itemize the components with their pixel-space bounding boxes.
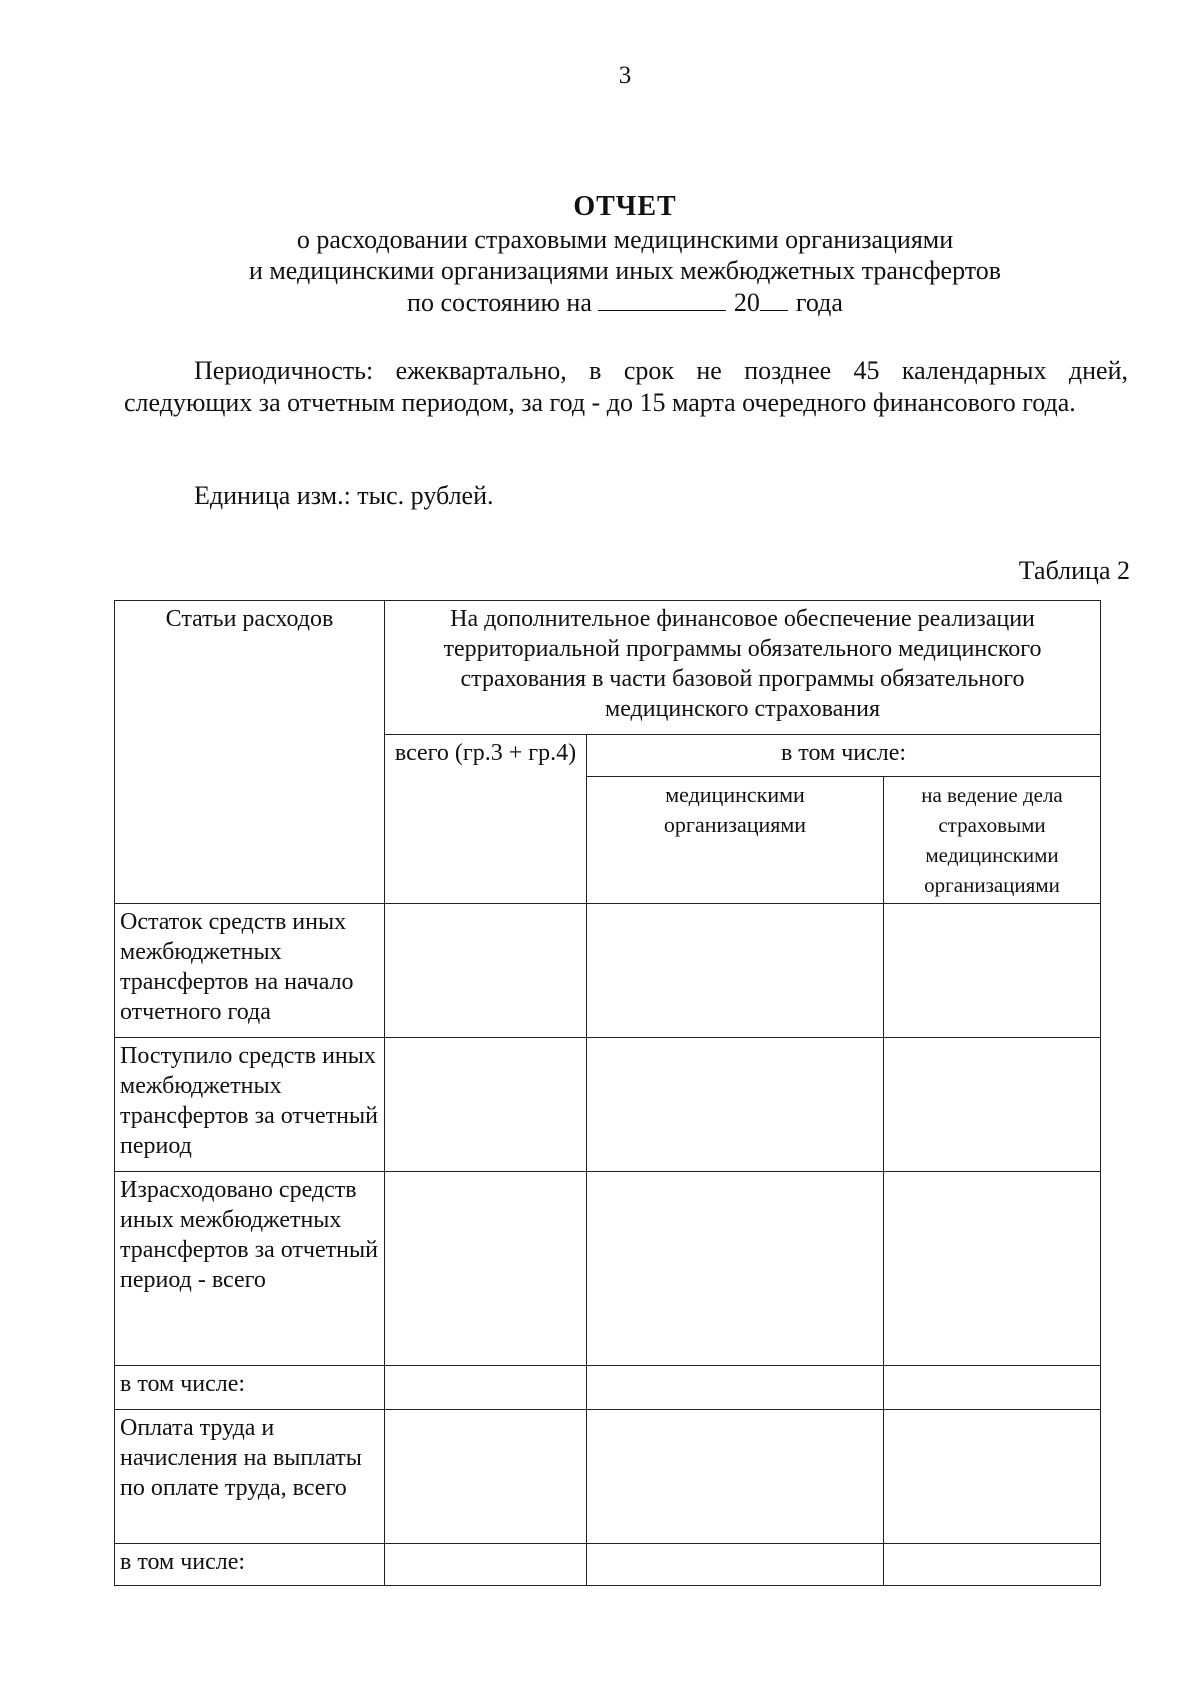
report-title: ОТЧЕТ: [573, 191, 677, 222]
col-header-insurers: на ведение дела страховыми медицинскими организациями: [884, 777, 1101, 904]
col-header-med-orgs: медицинскими организациями: [587, 777, 884, 904]
cell-insurers[interactable]: [884, 1410, 1101, 1544]
date-prefix: по состоянию на: [407, 288, 592, 317]
table-row: [115, 904, 1101, 1038]
year-suffix: года: [795, 288, 843, 317]
cell-insurers[interactable]: [884, 1366, 1101, 1410]
report-header: [120, 190, 1130, 318]
table-row: [115, 1172, 1101, 1366]
table-row: [115, 1410, 1101, 1544]
cell-med-orgs[interactable]: [587, 1038, 884, 1172]
cell-insurers[interactable]: [884, 1544, 1101, 1586]
row-label: Поступило средств иных межбюджетных трансфертов за отчетный период: [115, 1038, 385, 1172]
year-prefix: 20: [733, 288, 760, 317]
table-label: Таблица 2: [1018, 556, 1130, 585]
col-header-items: Статьи расходов: [115, 601, 385, 904]
cell-total[interactable]: [385, 1172, 587, 1366]
cell-total[interactable]: [385, 1544, 587, 1586]
cell-med-orgs[interactable]: [587, 1172, 884, 1366]
periodicity-text: Периодичность: ежеквартально, в срок не позднее 45 календарных дней, следующих за отчетным периодом, за год - до 15 марта очередного финансового года.: [124, 356, 1128, 417]
cell-total[interactable]: [385, 1366, 587, 1410]
row-label: Израсходовано средств иных межбюджетных трансфертов за отчетный период - всего: [115, 1172, 385, 1366]
cell-med-orgs[interactable]: [587, 1366, 884, 1410]
cell-total[interactable]: [385, 1038, 587, 1172]
cell-total[interactable]: [385, 904, 587, 1038]
unit-text: Единица изм.: тыс. рублей.: [194, 481, 494, 510]
year-blank[interactable]: [760, 286, 788, 311]
cell-insurers[interactable]: [884, 1172, 1101, 1366]
row-label: Остаток средств иных межбюджетных трансфертов на начало отчетного года: [115, 904, 385, 1038]
col-header-group: На дополнительное финансовое обеспечение реализации территориальной программы обязательного медицинского страхования в части базовой программы обязательного медицинского страхования: [385, 601, 1101, 735]
cell-insurers[interactable]: [884, 1038, 1101, 1172]
cell-med-orgs[interactable]: [587, 1544, 884, 1586]
row-label: в том числе:: [115, 1366, 385, 1410]
cell-med-orgs[interactable]: [587, 1410, 884, 1544]
col-header-including: в том числе:: [587, 735, 1101, 777]
col-header-total: всего (гр.3 + гр.4): [385, 735, 587, 904]
row-label: в том числе:: [115, 1544, 385, 1586]
table-row: [115, 1038, 1101, 1172]
cell-med-orgs[interactable]: [587, 904, 884, 1038]
cell-insurers[interactable]: [884, 904, 1101, 1038]
report-subtitle-line1: о расходовании страховыми медицинскими организациями: [296, 225, 954, 254]
report-date-line: [120, 286, 1130, 318]
row-label: Оплата труда и начисления на выплаты по оплате труда, всего: [115, 1410, 385, 1544]
report-subtitle-line2: и медицинскими организациями иных межбюджетных трансфертов: [248, 256, 1002, 285]
page-number: 3: [618, 62, 632, 89]
table-row: [115, 1544, 1101, 1586]
expense-report-table: [114, 600, 1101, 1586]
table-row: [115, 1366, 1101, 1410]
date-blank[interactable]: [598, 286, 726, 311]
cell-total[interactable]: [385, 1410, 587, 1544]
